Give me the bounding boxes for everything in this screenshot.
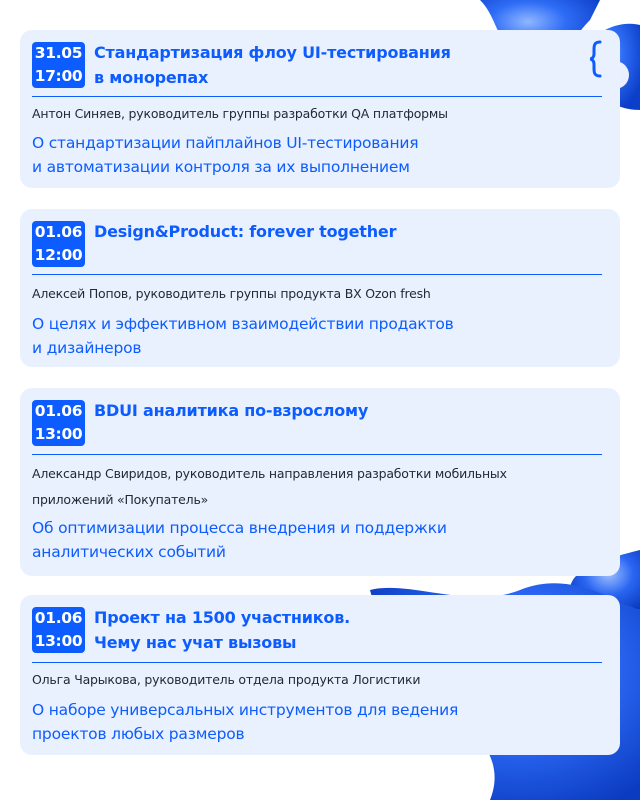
event-date: 31.05: [34, 44, 83, 62]
event-topic-line: О целях и эффективном взаимодействии продактов: [32, 315, 454, 333]
divider: [32, 96, 602, 97]
event-speaker-line: Алексей Попов, руководитель группы продукта BX Ozon fresh: [32, 286, 431, 301]
event-card: [20, 30, 620, 188]
event-card: [20, 209, 620, 367]
event-title: [94, 219, 580, 244]
divider: [32, 662, 602, 663]
event-datetime-badge: [32, 221, 85, 267]
event-date: 01.06: [34, 223, 83, 241]
event-datetime-badge: [32, 400, 85, 446]
event-title-line: BDUI аналитика по-взрослому: [94, 401, 369, 420]
event-date: 01.06: [34, 402, 83, 420]
event-topic-line: О стандартизации пайплайнов UI-тестирования: [32, 134, 419, 152]
event-time: 17:00: [34, 67, 83, 85]
event-speaker: [32, 667, 602, 693]
event-topic-line: Об оптимизации процесса внедрения и поддержки: [32, 519, 447, 537]
divider: [32, 274, 602, 275]
event-topic: [32, 698, 602, 746]
event-speaker-line: Антон Синяев, руководитель группы разработки QA платформы: [32, 106, 448, 121]
event-title-line: Чему нас учат вызовы: [94, 633, 297, 652]
event-title: [94, 40, 580, 90]
event-speaker: [32, 461, 602, 513]
event-topic: [32, 516, 602, 564]
event-speaker-line: приложений «Покупатель»: [32, 492, 209, 507]
divider: [32, 454, 602, 455]
event-title-line: Проект на 1500 участников.: [94, 608, 351, 627]
event-time: 13:00: [34, 425, 83, 443]
event-topic-line: проектов любых размеров: [32, 725, 245, 743]
event-topic: [32, 312, 602, 360]
event-speaker-line: Ольга Чарыкова, руководитель отдела продукта Логистики: [32, 672, 421, 687]
event-topic-line: аналитических событий: [32, 543, 226, 561]
event-title-line: Стандартизация флоу UI-тестирования: [94, 43, 451, 62]
event-speaker: [32, 281, 602, 307]
event-card: [20, 388, 620, 576]
brace-icon: [588, 40, 604, 78]
event-speaker-line: Александр Свиридов, руководитель направления разработки мобильных: [32, 466, 507, 481]
event-title-line: в монорепах: [94, 68, 209, 87]
event-title: [94, 398, 580, 423]
event-topic-line: О наборе универсальных инструментов для ведения: [32, 701, 459, 719]
event-topic: [32, 131, 602, 179]
event-date: 01.06: [34, 609, 83, 627]
event-speaker: [32, 101, 602, 127]
event-time: 13:00: [34, 632, 83, 650]
event-time: 12:00: [34, 246, 83, 264]
event-datetime-badge: [32, 42, 85, 88]
event-title: [94, 605, 580, 655]
event-topic-line: и дизайнеров: [32, 339, 142, 357]
event-card: [20, 595, 620, 755]
event-topic-line: и автоматизации контроля за их выполнением: [32, 158, 410, 176]
event-title-line: Design&Product: forever together: [94, 222, 397, 241]
event-datetime-badge: [32, 607, 85, 653]
